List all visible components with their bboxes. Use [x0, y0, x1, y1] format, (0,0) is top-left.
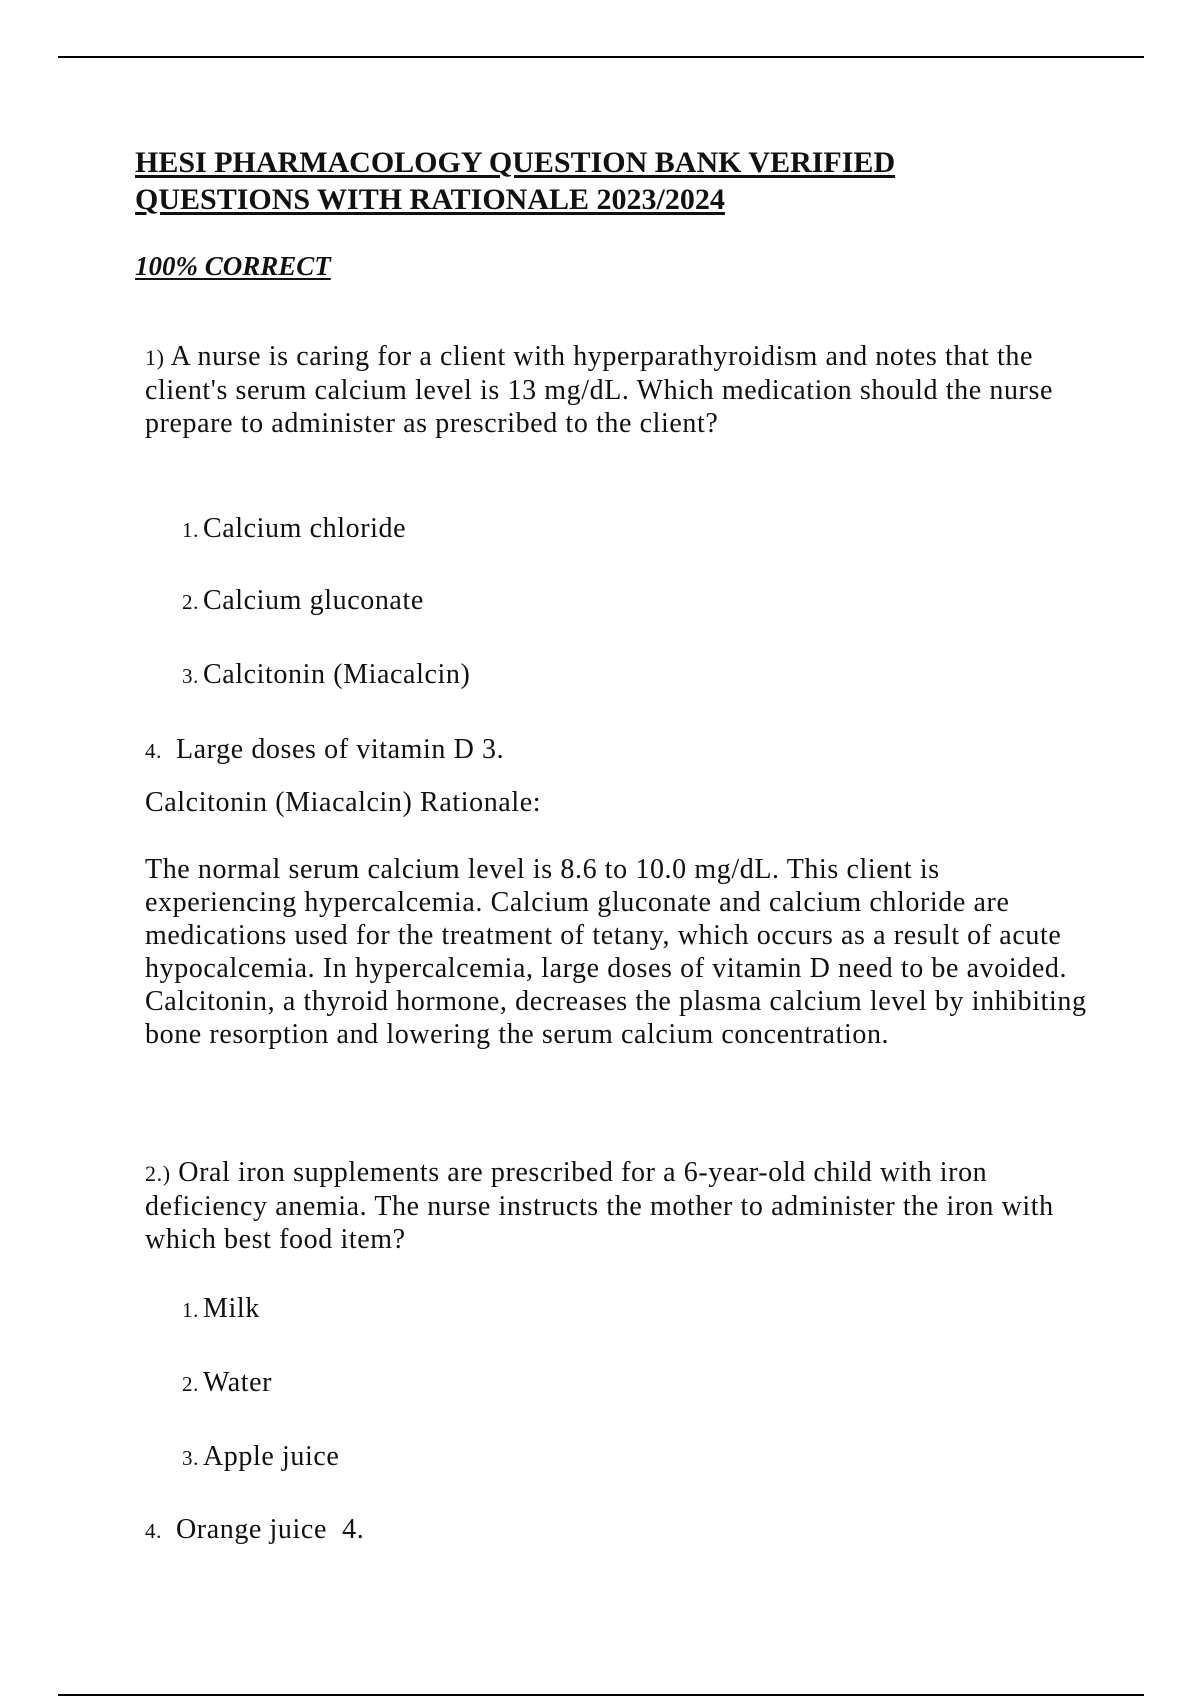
- q1-option-2: 2. Calcium gluconate: [182, 585, 424, 616]
- q1-option-4: 4. Large doses of vitamin D 3.: [145, 734, 505, 765]
- q2-option-1: 1. Milk: [182, 1293, 260, 1324]
- title-line-2: QUESTIONS WITH RATIONALE 2023/2024: [135, 183, 725, 216]
- q1-answer: Calcitonin (Miacalcin) Rationale:: [145, 787, 542, 818]
- document-title: [135, 144, 895, 218]
- question-1-number: 1): [145, 345, 165, 370]
- q1-option-1: 1. Calcium chloride: [182, 513, 407, 544]
- document-subtitle: 100% CORRECT: [135, 251, 331, 281]
- q2-option-4: 4. Orange juice 4.: [145, 1514, 365, 1545]
- question-2-number: 2.): [145, 1161, 171, 1186]
- title-line-1: HESI PHARMACOLOGY QUESTION BANK VERIFIED: [135, 146, 896, 179]
- q2-option-3: 3. Apple juice: [182, 1441, 340, 1472]
- question-2-text: Oral iron supplements are prescribed for a 6-year-old child with iron deficiency anemia. The nurse instructs the mother to administer the iron with which best food item?: [145, 1157, 1054, 1255]
- question-1: [145, 340, 1095, 440]
- q2-option-2: 2. Water: [182, 1367, 273, 1398]
- question-2: [145, 1156, 1095, 1256]
- q1-option-3: 3. Calcitonin (Miacalcin): [182, 659, 471, 690]
- bottom-rule: [58, 1694, 1144, 1696]
- q1-rationale: The normal serum calcium level is 8.6 to 10.0 mg/dL. This client is experiencing hypercalcemia. Calcium gluconate and calcium chloride are medications used for the treatment of tetany, which occurs as a result of acute hypocalcemia. In hypercalcemia, large doses of vitamin D need to be avoided. Calcitonin, a thyroid hormone, decreases the plasma calcium level by inhibiting bone resorption and lowering the serum calcium concentration.: [145, 854, 1087, 1050]
- top-rule: [58, 56, 1144, 58]
- question-1-text: A nurse is caring for a client with hyperparathyroidism and notes that the client's serum calcium level is 13 mg/dL. Which medication should the nurse prepare to administer as prescribed to the client?: [145, 341, 1053, 439]
